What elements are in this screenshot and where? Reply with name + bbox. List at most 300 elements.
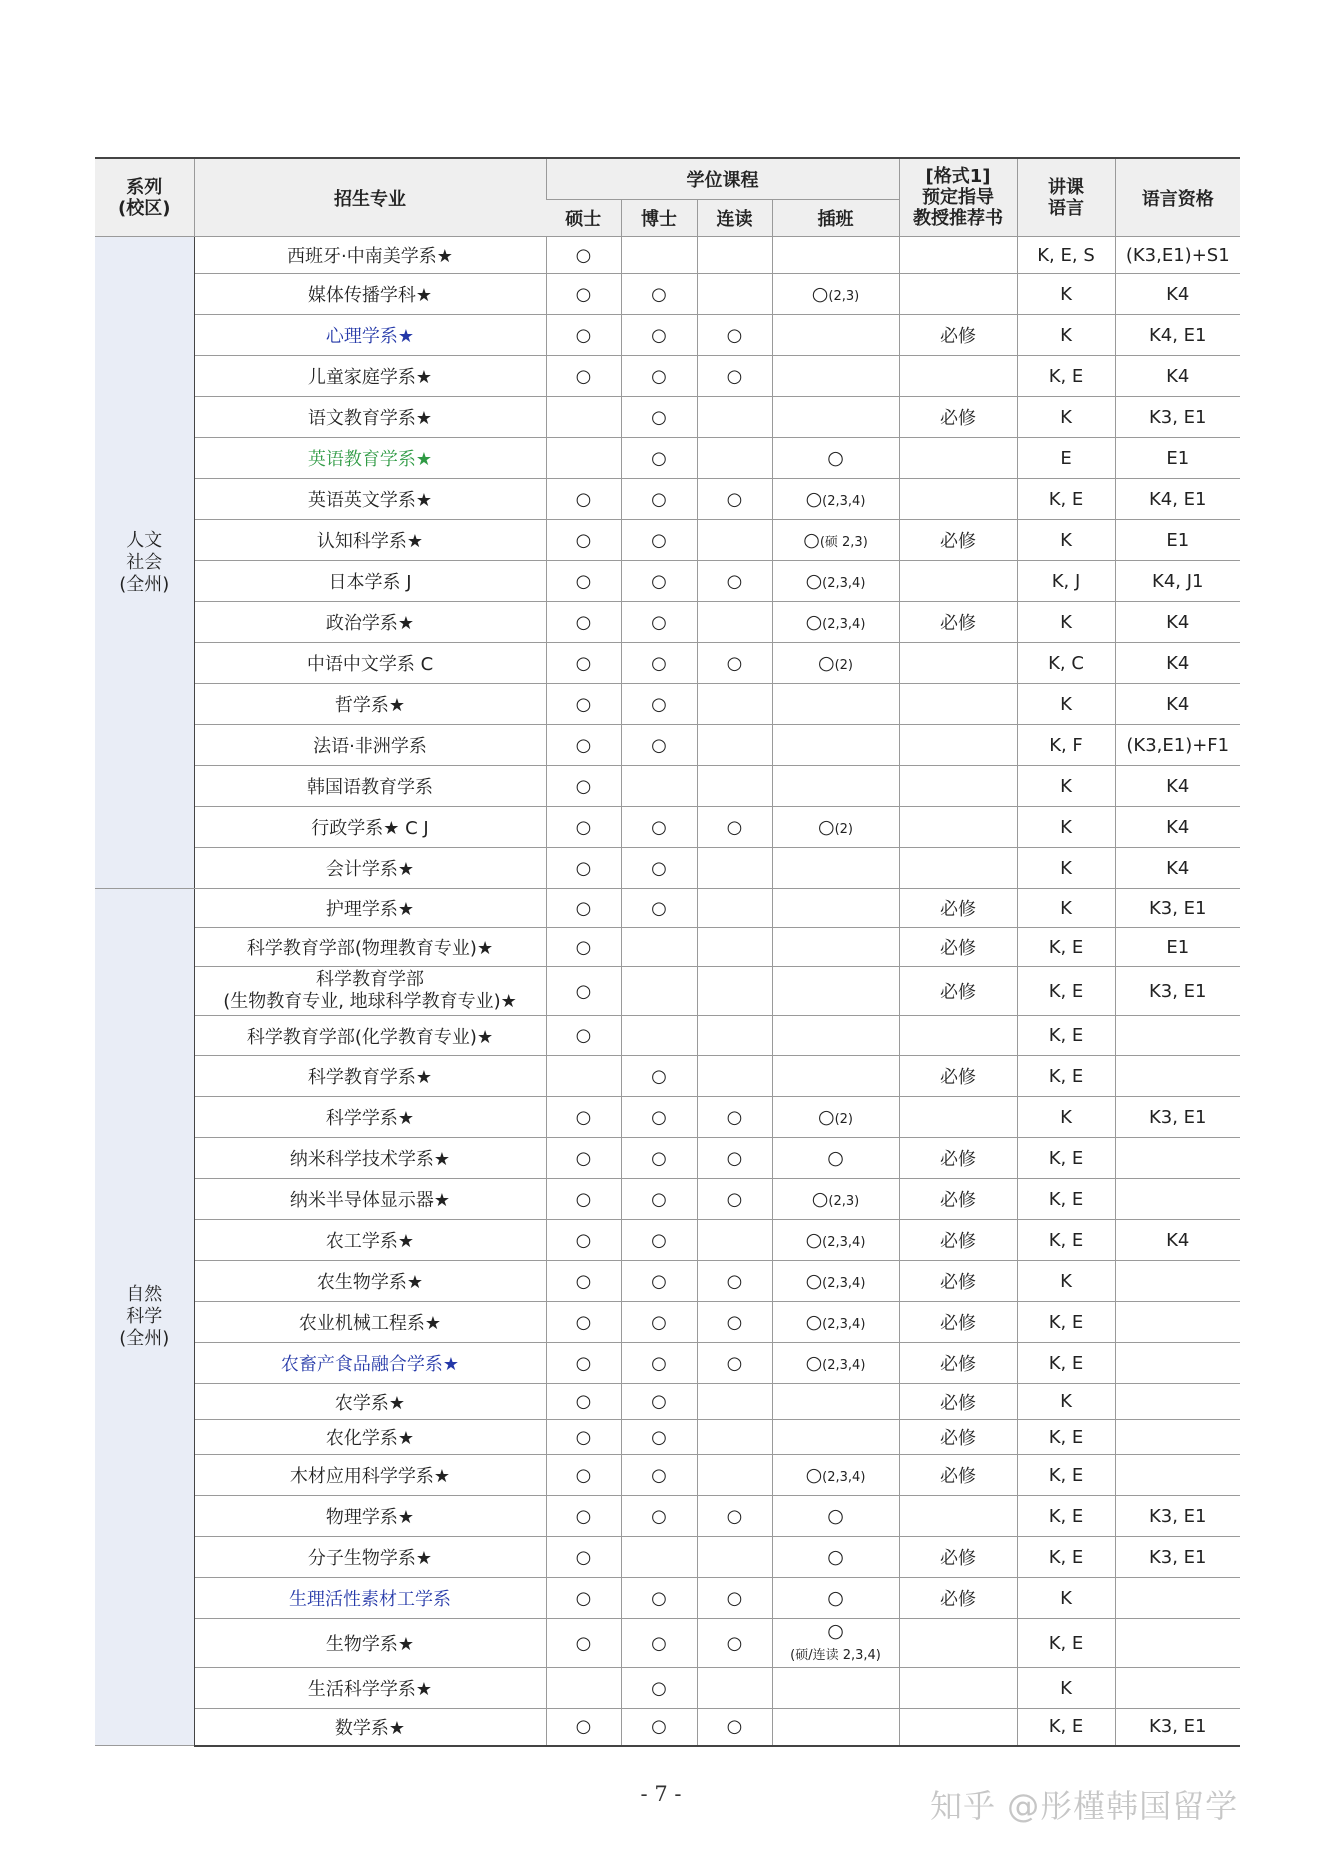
lecture-language-cell: K: [1017, 1097, 1115, 1138]
language-qualification-cell: K3, E1: [1115, 889, 1240, 928]
recommendation-cell: [899, 643, 1017, 684]
master-cell: ○: [546, 1097, 621, 1138]
doctor-cell: ○: [621, 848, 697, 889]
master-cell: ○: [546, 807, 621, 848]
transfer-cell: [772, 1537, 899, 1578]
language-qualification-cell: [1115, 1384, 1240, 1420]
table-row: [95, 1261, 1240, 1302]
master-cell: [546, 397, 621, 438]
recommendation-cell: [899, 561, 1017, 602]
language-qualification-cell: (K3,E1)+S1: [1115, 237, 1240, 274]
table-row: [95, 1343, 1240, 1384]
doctor-cell: ○: [621, 561, 697, 602]
recommendation-cell: 必修: [899, 397, 1017, 438]
transfer-semesters: (2,3,4): [822, 576, 866, 591]
header-lecture-language: 讲课 语言: [1017, 158, 1115, 237]
major-cell: 法语·非洲学系: [194, 725, 546, 766]
doctor-cell: ○: [621, 1261, 697, 1302]
major-cell: 心理学系★: [194, 315, 546, 356]
combined-cell: [697, 438, 772, 479]
transfer-cell: [772, 1302, 899, 1343]
major-cell: 科学教育学部(化学教育专业)★: [194, 1016, 546, 1056]
combined-cell: ○: [697, 1619, 772, 1668]
transfer-cell: [772, 315, 899, 356]
major-cell: 农生物学系★: [194, 1261, 546, 1302]
table-row: [95, 1578, 1240, 1619]
major-cell: 科学教育学部(物理教育专业)★: [194, 928, 546, 967]
recommendation-cell: [899, 725, 1017, 766]
transfer-mark: ○: [805, 1270, 823, 1292]
lecture-language-cell: K: [1017, 807, 1115, 848]
transfer-cell: [772, 1578, 899, 1619]
recommendation-cell: [899, 1619, 1017, 1668]
doctor-cell: ○: [621, 479, 697, 520]
transfer-semesters: (2): [834, 822, 853, 837]
table-row: [95, 928, 1240, 967]
table-row: [95, 397, 1240, 438]
major-cell: 媒体传播学科★: [194, 274, 546, 315]
recommendation-cell: [899, 356, 1017, 397]
language-qualification-cell: K4, J1: [1115, 561, 1240, 602]
transfer-mark: ○: [805, 1229, 823, 1251]
admissions-table: [95, 157, 1240, 1747]
major-cell: 生理活性素材工学系: [194, 1578, 546, 1619]
lecture-language-cell: K, E: [1017, 479, 1115, 520]
master-cell: ○: [546, 1709, 621, 1746]
doctor-cell: ○: [621, 807, 697, 848]
language-qualification-cell: [1115, 1302, 1240, 1343]
table-row: [95, 725, 1240, 766]
master-cell: ○: [546, 684, 621, 725]
lecture-language-cell: K, E: [1017, 1420, 1115, 1455]
table-row: [95, 1097, 1240, 1138]
lecture-language-cell: K, E, S: [1017, 237, 1115, 274]
recommendation-cell: 必修: [899, 1343, 1017, 1384]
language-qualification-cell: K4: [1115, 848, 1240, 889]
doctor-cell: ○: [621, 315, 697, 356]
table-row: [95, 438, 1240, 479]
doctor-cell: ○: [621, 274, 697, 315]
combined-cell: [697, 684, 772, 725]
master-cell: ○: [546, 967, 621, 1016]
table-row: [95, 561, 1240, 602]
header-master: 硕士: [546, 200, 621, 237]
combined-cell: ○: [697, 1709, 772, 1746]
recommendation-cell: [899, 684, 1017, 725]
major-cell: 政治学系★: [194, 602, 546, 643]
transfer-cell: [772, 602, 899, 643]
lecture-language-cell: K, E: [1017, 1496, 1115, 1537]
combined-cell: [697, 602, 772, 643]
combined-cell: [697, 397, 772, 438]
major-cell: 科学教育学系★: [194, 1056, 546, 1097]
lecture-language-cell: K: [1017, 520, 1115, 561]
transfer-semesters: (硕/连读 2,3,4): [790, 1647, 881, 1663]
doctor-cell: ○: [621, 1302, 697, 1343]
combined-cell: [697, 928, 772, 967]
watermark: 知乎 @彤槿韩国留学: [930, 1787, 1239, 1825]
lecture-language-cell: K, E: [1017, 928, 1115, 967]
lecture-language-cell: K, E: [1017, 1056, 1115, 1097]
transfer-cell: [772, 479, 899, 520]
doctor-cell: ○: [621, 1220, 697, 1261]
department-group-cell: 人文 社会 (全州): [95, 237, 194, 889]
table-row: [95, 1537, 1240, 1578]
master-cell: ○: [546, 1179, 621, 1220]
master-cell: ○: [546, 889, 621, 928]
language-qualification-cell: E1: [1115, 928, 1240, 967]
master-cell: ○: [546, 928, 621, 967]
recommendation-cell: 必修: [899, 1261, 1017, 1302]
master-cell: ○: [546, 766, 621, 807]
table-row: [95, 1179, 1240, 1220]
transfer-mark: ○: [817, 816, 835, 838]
language-qualification-cell: K4: [1115, 274, 1240, 315]
recommendation-cell: 必修: [899, 520, 1017, 561]
recommendation-cell: 必修: [899, 1578, 1017, 1619]
transfer-cell: [772, 1097, 899, 1138]
major-cell: 农工学系★: [194, 1220, 546, 1261]
lecture-language-cell: K: [1017, 1261, 1115, 1302]
transfer-cell: [772, 1261, 899, 1302]
combined-cell: [697, 967, 772, 1016]
transfer-mark: ○: [805, 1311, 823, 1333]
combined-cell: ○: [697, 561, 772, 602]
table-row: [95, 643, 1240, 684]
header-language-qualification: 语言资格: [1115, 158, 1240, 237]
transfer-mark: ○: [805, 611, 823, 633]
transfer-semesters: (2,3,4): [822, 617, 866, 632]
transfer-semesters: (2,3): [828, 289, 860, 304]
language-qualification-cell: K4, E1: [1115, 479, 1240, 520]
doctor-cell: ○: [621, 1056, 697, 1097]
transfer-mark: ○: [805, 1352, 823, 1374]
recommendation-cell: 必修: [899, 889, 1017, 928]
major-cell: 行政学系★ C J: [194, 807, 546, 848]
combined-cell: [697, 274, 772, 315]
table-row: [95, 766, 1240, 807]
language-qualification-cell: K3, E1: [1115, 397, 1240, 438]
table-row: [95, 602, 1240, 643]
language-qualification-cell: K4: [1115, 807, 1240, 848]
transfer-semesters: (硕 2,3): [819, 535, 868, 550]
transfer-cell: [772, 725, 899, 766]
combined-cell: ○: [697, 1138, 772, 1179]
transfer-mark: ○: [811, 1188, 829, 1210]
transfer-mark: ○: [827, 447, 844, 469]
lecture-language-cell: K, C: [1017, 643, 1115, 684]
combined-cell: [697, 1220, 772, 1261]
language-qualification-cell: (K3,E1)+F1: [1115, 725, 1240, 766]
lecture-language-cell: K, J: [1017, 561, 1115, 602]
transfer-cell: [772, 1016, 899, 1056]
language-qualification-cell: [1115, 1261, 1240, 1302]
doctor-cell: ○: [621, 1496, 697, 1537]
language-qualification-cell: [1115, 1179, 1240, 1220]
major-cell: 认知科学系★: [194, 520, 546, 561]
transfer-semesters: (2,3,4): [822, 1235, 866, 1250]
lecture-language-cell: K: [1017, 889, 1115, 928]
combined-cell: [697, 1537, 772, 1578]
lecture-language-cell: K, E: [1017, 1179, 1115, 1220]
language-qualification-cell: K4: [1115, 643, 1240, 684]
major-cell: 农业机械工程系★: [194, 1302, 546, 1343]
master-cell: ○: [546, 479, 621, 520]
header-major: 招生专业: [194, 158, 546, 237]
transfer-mark: ○: [827, 1147, 844, 1169]
transfer-cell: [772, 1619, 899, 1668]
transfer-cell: [772, 438, 899, 479]
combined-cell: [697, 1455, 772, 1496]
transfer-cell: [772, 237, 899, 274]
language-qualification-cell: [1115, 1455, 1240, 1496]
recommendation-cell: 必修: [899, 315, 1017, 356]
combined-cell: ○: [697, 1343, 772, 1384]
major-cell: 日本学系 J: [194, 561, 546, 602]
recommendation-cell: [899, 1668, 1017, 1709]
language-qualification-cell: K4: [1115, 602, 1240, 643]
master-cell: [546, 1056, 621, 1097]
recommendation-cell: 必修: [899, 1179, 1017, 1220]
major-cell: 语文教育学系★: [194, 397, 546, 438]
table-row: [95, 1455, 1240, 1496]
major-cell: 分子生物学系★: [194, 1537, 546, 1578]
master-cell: ○: [546, 602, 621, 643]
doctor-cell: [621, 237, 697, 274]
major-cell: 儿童家庭学系★: [194, 356, 546, 397]
header-transfer: 插班: [772, 200, 899, 237]
table-row: [95, 684, 1240, 725]
table-row: [95, 479, 1240, 520]
table-row: [95, 889, 1240, 928]
master-cell: ○: [546, 1220, 621, 1261]
transfer-cell: [772, 520, 899, 561]
transfer-mark: ○: [817, 652, 835, 674]
combined-cell: [697, 1384, 772, 1420]
table-row: [95, 237, 1240, 274]
lecture-language-cell: K, E: [1017, 1455, 1115, 1496]
master-cell: ○: [546, 1578, 621, 1619]
transfer-cell: [772, 889, 899, 928]
recommendation-cell: 必修: [899, 967, 1017, 1016]
doctor-cell: ○: [621, 889, 697, 928]
major-cell: 科学教育学部 (生物教育专业, 地球科学教育专业)★: [194, 967, 546, 1016]
transfer-semesters: (2,3,4): [822, 1358, 866, 1373]
lecture-language-cell: K: [1017, 602, 1115, 643]
master-cell: ○: [546, 356, 621, 397]
transfer-cell: [772, 643, 899, 684]
doctor-cell: ○: [621, 356, 697, 397]
recommendation-cell: [899, 1496, 1017, 1537]
doctor-cell: [621, 928, 697, 967]
doctor-cell: [621, 1537, 697, 1578]
language-qualification-cell: [1115, 1056, 1240, 1097]
major-cell: 农化学系★: [194, 1420, 546, 1455]
doctor-cell: ○: [621, 438, 697, 479]
combined-cell: ○: [697, 356, 772, 397]
combined-cell: [697, 1056, 772, 1097]
master-cell: ○: [546, 520, 621, 561]
master-cell: ○: [546, 1138, 621, 1179]
table-row: [95, 967, 1240, 1016]
language-qualification-cell: [1115, 1016, 1240, 1056]
master-cell: ○: [546, 1496, 621, 1537]
doctor-cell: ○: [621, 1709, 697, 1746]
master-cell: ○: [546, 1016, 621, 1056]
header-recommendation: [格式1] 预定指导 教授推荐书: [899, 158, 1017, 237]
language-qualification-cell: K4: [1115, 356, 1240, 397]
major-cell: 护理学系★: [194, 889, 546, 928]
recommendation-cell: [899, 1709, 1017, 1746]
master-cell: ○: [546, 1384, 621, 1420]
table-row: [95, 1668, 1240, 1709]
language-qualification-cell: K4: [1115, 766, 1240, 807]
combined-cell: [697, 1668, 772, 1709]
lecture-language-cell: K: [1017, 848, 1115, 889]
language-qualification-cell: [1115, 1668, 1240, 1709]
combined-cell: [697, 725, 772, 766]
major-cell: 会计学系★: [194, 848, 546, 889]
master-cell: [546, 438, 621, 479]
transfer-mark: ○: [827, 1505, 844, 1527]
transfer-mark: ○: [805, 570, 823, 592]
combined-cell: [697, 766, 772, 807]
recommendation-cell: [899, 807, 1017, 848]
combined-cell: ○: [697, 1261, 772, 1302]
major-cell: 农学系★: [194, 1384, 546, 1420]
transfer-cell: [772, 684, 899, 725]
major-cell: 科学学系★: [194, 1097, 546, 1138]
recommendation-cell: [899, 766, 1017, 807]
transfer-mark: ○: [817, 1106, 835, 1128]
major-cell: 哲学系★: [194, 684, 546, 725]
transfer-mark: ○: [827, 1619, 844, 1642]
doctor-cell: ○: [621, 1138, 697, 1179]
transfer-cell: [772, 1138, 899, 1179]
master-cell: ○: [546, 1420, 621, 1455]
transfer-cell: [772, 1709, 899, 1746]
lecture-language-cell: K, E: [1017, 1138, 1115, 1179]
doctor-cell: ○: [621, 1420, 697, 1455]
combined-cell: ○: [697, 643, 772, 684]
header-doctor: 博士: [621, 200, 697, 237]
table-row: [95, 848, 1240, 889]
header-dept: 系列 (校区): [95, 158, 194, 237]
doctor-cell: [621, 766, 697, 807]
language-qualification-cell: K3, E1: [1115, 967, 1240, 1016]
header-combined: 连读: [697, 200, 772, 237]
transfer-mark: ○: [811, 283, 829, 305]
department-group-cell: 自然 科学 (全州): [95, 889, 194, 1746]
transfer-semesters: (2,3): [828, 1194, 860, 1209]
lecture-language-cell: K: [1017, 1668, 1115, 1709]
transfer-cell: [772, 1179, 899, 1220]
lecture-language-cell: K, E: [1017, 1709, 1115, 1746]
major-cell: 英语英文学系★: [194, 479, 546, 520]
combined-cell: ○: [697, 1496, 772, 1537]
doctor-cell: ○: [621, 1179, 697, 1220]
table-row: [95, 1420, 1240, 1455]
master-cell: ○: [546, 315, 621, 356]
recommendation-cell: [899, 848, 1017, 889]
doctor-cell: ○: [621, 1455, 697, 1496]
table-row: [95, 1709, 1240, 1746]
language-qualification-cell: [1115, 1619, 1240, 1668]
combined-cell: ○: [697, 1097, 772, 1138]
table-row: [95, 274, 1240, 315]
transfer-mark: ○: [805, 1464, 823, 1486]
lecture-language-cell: K: [1017, 397, 1115, 438]
transfer-cell: [772, 561, 899, 602]
recommendation-cell: [899, 479, 1017, 520]
major-cell: 纳米半导体显示器★: [194, 1179, 546, 1220]
language-qualification-cell: E1: [1115, 520, 1240, 561]
doctor-cell: ○: [621, 725, 697, 766]
table-row: [95, 807, 1240, 848]
table-row: [95, 356, 1240, 397]
combined-cell: ○: [697, 1179, 772, 1220]
transfer-cell: [772, 1668, 899, 1709]
recommendation-cell: [899, 438, 1017, 479]
recommendation-cell: [899, 237, 1017, 274]
recommendation-cell: 必修: [899, 1138, 1017, 1179]
doctor-cell: ○: [621, 1097, 697, 1138]
transfer-cell: [772, 1056, 899, 1097]
major-cell: 纳米科学技术学系★: [194, 1138, 546, 1179]
lecture-language-cell: K: [1017, 274, 1115, 315]
table-row: [95, 520, 1240, 561]
doctor-cell: ○: [621, 520, 697, 561]
language-qualification-cell: K4: [1115, 1220, 1240, 1261]
combined-cell: [697, 237, 772, 274]
doctor-cell: [621, 967, 697, 1016]
major-cell: 物理学系★: [194, 1496, 546, 1537]
lecture-language-cell: K: [1017, 766, 1115, 807]
combined-cell: ○: [697, 1302, 772, 1343]
combined-cell: ○: [697, 479, 772, 520]
transfer-cell: [772, 1384, 899, 1420]
master-cell: ○: [546, 848, 621, 889]
recommendation-cell: 必修: [899, 928, 1017, 967]
recommendation-cell: [899, 1097, 1017, 1138]
transfer-cell: [772, 848, 899, 889]
lecture-language-cell: K, F: [1017, 725, 1115, 766]
table-header: [95, 158, 1240, 237]
master-cell: ○: [546, 1302, 621, 1343]
master-cell: ○: [546, 1537, 621, 1578]
combined-cell: [697, 1420, 772, 1455]
doctor-cell: ○: [621, 643, 697, 684]
transfer-cell: [772, 274, 899, 315]
table-row: [95, 1302, 1240, 1343]
master-cell: ○: [546, 1343, 621, 1384]
table-body: [95, 237, 1240, 1746]
transfer-cell: [772, 928, 899, 967]
transfer-mark: ○: [803, 529, 820, 551]
language-qualification-cell: K4, E1: [1115, 315, 1240, 356]
table-row: [95, 1384, 1240, 1420]
master-cell: ○: [546, 1455, 621, 1496]
language-qualification-cell: K3, E1: [1115, 1496, 1240, 1537]
recommendation-cell: 必修: [899, 1537, 1017, 1578]
transfer-mark: ○: [827, 1546, 844, 1568]
master-cell: ○: [546, 274, 621, 315]
transfer-cell: [772, 766, 899, 807]
recommendation-cell: [899, 274, 1017, 315]
combined-cell: [697, 889, 772, 928]
major-cell: 农畜产食品融合学系★: [194, 1343, 546, 1384]
doctor-cell: ○: [621, 1619, 697, 1668]
